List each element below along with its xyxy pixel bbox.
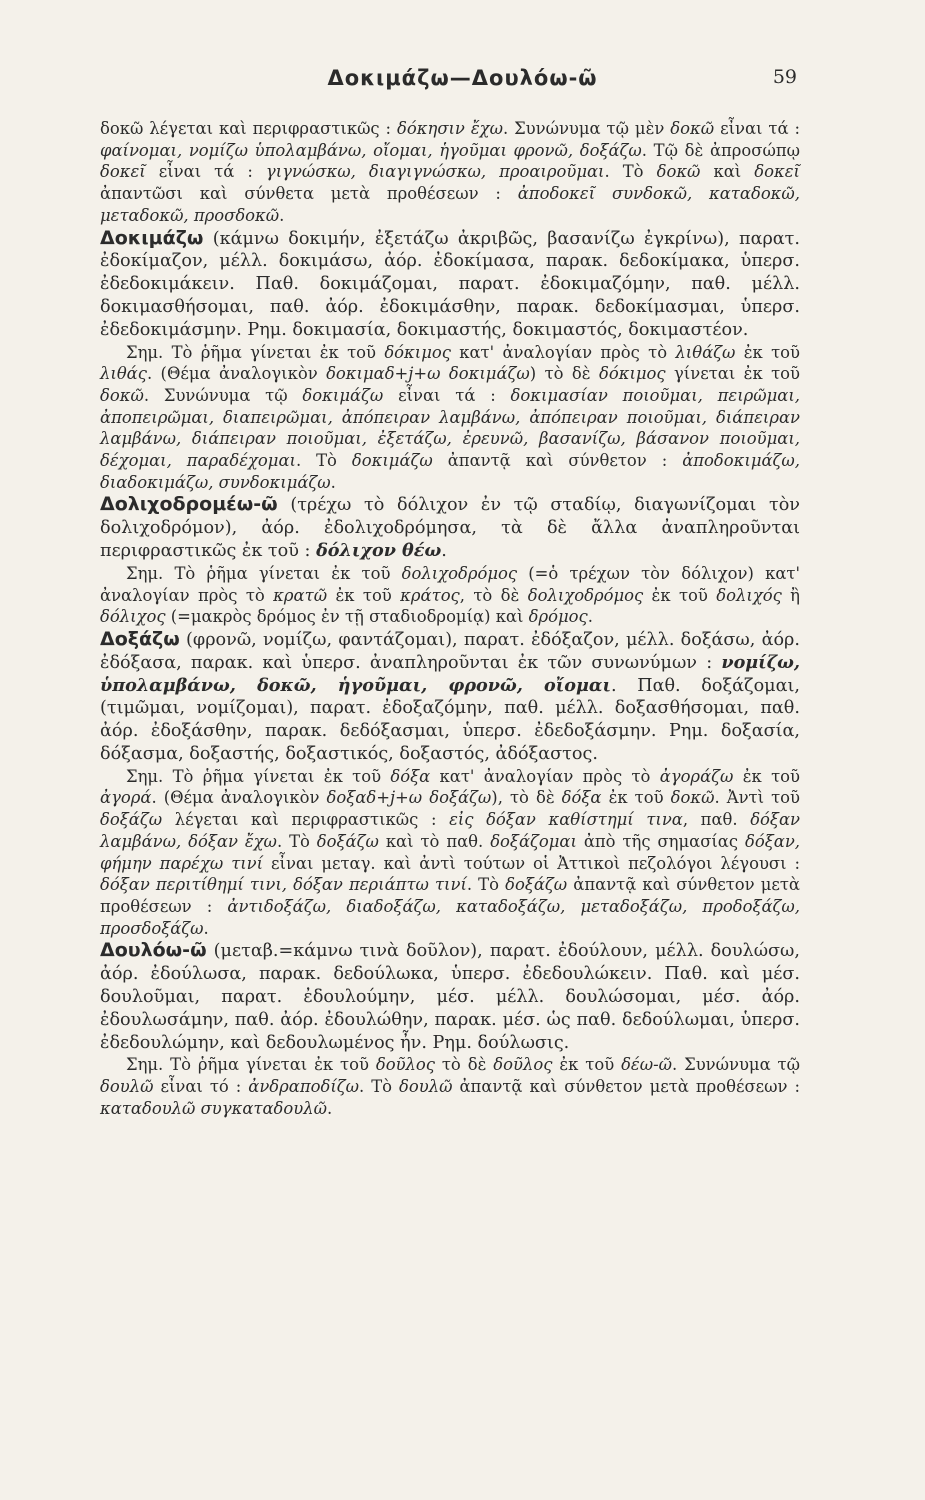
note-douloo: Σημ. Τὸ ῥῆμα γίνεται ἐκ τοῦ δοῦλος τὸ δὲ δοῦλος ἐκ τοῦ δέω-ῶ. Συνώνυμα τῷ δουλῶ εἶναι τό : ἀνδραποδίζω. Τὸ δουλῶ ἀπαντᾷ καὶ σύνθετον μετὰ προθέσεων : καταδουλῶ συγκαταδουλῶ. [100,1055,800,1118]
lemma-doxazo: Δοξάζω [100,627,180,650]
entry-dokimazo [100,227,800,342]
page-number: 59 [772,66,797,88]
entry-body: (κάμνω δοκιμήν, ἐξετάζω ἀκριβῶς, βασανίζω ἐγκρίνω), παρατ. ἐδοκίμαζον, μέλλ. δοκιμάσω, ἀόρ. ἐδοκίμασα, παρακ. δεδοκίμακα, ὑπερσ. ἐδεδοκιμάκειν. Παθ. δοκιμάζομαι, παρατ. ἐδοκιμαζόμην, παθ. μέλλ. δοκιμασθήσομαι, παθ. ἀόρ. ἐδοκιμάσθην, παρακ. δεδοκίμασμαι, ὑπερσ. ἐδεδοκιμάσμην. Ρημ. δοκιμασία, δοκιμαστής, δοκιμαστός, δοκιμαστέον. [100,228,800,340]
entry-body: (τρέχω τὸ δόλιχον ἐν τῷ σταδίῳ, διαγωνίζομαι τὸν δολιχοδρόμον), ἀόρ. ἐδολιχοδρόμησα, τὰ δὲ ἄλλα ἀναπληροῦνται περιφραστικῶς ἐκ τοῦ : [100,495,800,562]
note-dolichodromeo: Σημ. Τὸ ῥῆμα γίνεται ἐκ τοῦ δολιχοδρόμος (=ὁ τρέχων τὸν δόλιχον) κατ' ἀναλογίαν πρὸς τὸ κρατῶ ἐκ τοῦ κράτος, τὸ δὲ δολιχοδρόμος ἐκ τοῦ δολιχός ἢ δόλιχος (=μακρὸς δρόμος ἐν τῇ σταδιοδρομίᾳ) καὶ δρόμος. [100,563,801,627]
running-head [0,66,925,96]
text-column [100,118,800,1119]
note-doxazo: Σημ. Τὸ ῥῆμα γίνεται ἐκ τοῦ δόξα κατ' ἀναλογίαν πρὸς τὸ ἀγοράζω ἐκ τοῦ ἀγορά. (Θέμα ἀναλογικὸν δοξαδ+j+ω δοξάζω), τὸ δὲ δόξα ἐκ τοῦ δοκῶ. Ἀντὶ τοῦ δοξάζω λέγεται καὶ περιφραστικῶς : εἰς δόξαν καθίστημί τινα, παθ. δόξαν λαμβάνω, δόξαν ἔχω. Τὸ δοξάζω καὶ τὸ παθ. δοξάζομαι ἀπὸ τῆς σημασίας δόξαν, φήμην παρέχω τινί εἶναι μεταγ. καὶ ἀντὶ τούτων οἱ Ἀττικοὶ πεζολόγοι λέγουσι : δόξαν περιτίθημί τινι, δόξαν περιάπτω τινί. Τὸ δοξάζω ἀπαντᾷ καὶ σύνθετον μετὰ προθέσεων : ἀντιδοξάζω, διαδοξάζω, καταδοξάζω, μεταδοξάζω, προδοξάζω, προσδοξάζω. [100,766,801,938]
intro-paragraph: δοκῶ λέγεται καὶ περιφραστικῶς : δόκησιν ἔχω. Συνώνυμα τῷ μὲν δοκῶ εἶναι τά : φαίνομαι, νομίζω ὑπολαμβάνω, οἴομαι, ἡγοῦμαι φρονῶ, δοξάζω. Τῷ δὲ ἀπροσώπῳ δοκεῖ εἶναι τά : γιγνώσκω, διαγιγνώσκω, προαιροῦμαι. Τὸ δοκῶ καὶ δοκεῖ ἀπαντῶσι καὶ σύνθετα μετὰ προθέσεων : ἀποδοκεῖ συνδοκῶ, καταδοκῶ, μεταδοκῶ, προσδοκῶ. [100,119,801,225]
lemma-douloo: Δουλόω-ῶ [100,939,207,962]
entry-douloo [100,939,800,1054]
entry-body: (μεταβ.=κάμνω τινὰ δοῦλον), παρατ. ἐδούλουν, μέλλ. δουλώσω, ἀόρ. ἐδούλωσα, παρακ. δεδούλωκα, ὑπερσ. ἐδεδουλώκειν. Παθ. καὶ μέσ. δουλοῦμαι, παρατ. ἐδουλούμην, μέσ. μέλλ. δουλώσομαι, μέσ. ἀόρ. ἐδουλωσάμην, παθ. ἀόρ. ἐδουλώθην, παρακ. μέσ. ὡς παθ. δεδούλωμαι, ὑπερσ. ἐδεδουλώμην, καὶ δεδουλωμένος ἦν. Ρημ. δούλωσις. [100,941,800,1053]
note-dokimazo: Σημ. Τὸ ῥῆμα γίνεται ἐκ τοῦ δόκιμος κατ' ἀναλογίαν πρὸς τὸ λιθάζω ἐκ τοῦ λιθάς. (Θέμα ἀναλογικὸν δοκιμαδ+j+ω δοκιμάζω) τὸ δὲ δόκιμος γίνεται ἐκ τοῦ δοκῶ. Συνώνυμα τῷ δοκιμάζω εἶναι τά : δοκιμασίαν ποιοῦμαι, πειρῶμαι, ἀποπειρῶμαι, διαπειρῶμαι, ἀπόπειραν λαμβάνω, ἀπόπειραν ποιοῦμαι, διάπειραν λαμβάνω, διάπειραν ποιοῦμαι, ἐξετάζω, ἐρευνῶ, βασανίζω, βάσανον ποιοῦμαι, δέχομαι, παραδέχομαι. Τὸ δοκιμάζω ἀπαντᾷ καὶ σύνθετον : ἀποδοκιμάζω, διαδοκιμάζω, συνδοκιμάζω. [100,342,801,492]
entry-dolichodromeo: Δολιχοδρομέω-ῶ (τρέχω τὸ δόλιχον ἐν τῷ σταδίῳ, διαγωνίζομαι τὸν δολιχοδρόμον), ἀόρ. ἐδολιχοδρόμησα, τὰ δὲ ἄλλα ἀναπληροῦνται περιφραστικῶς ἐκ τοῦ : δόλιχον θέω. [100,493,800,562]
running-title: Δοκιμάζω—Δουλόω-ῶ [327,66,598,90]
entry-body: (φρονῶ, νομίζω, φαντάζομαι), παρατ. ἐδόξαζον, μέλλ. δοξάσω, ἀόρ. ἐδόξασα, παρακ. καὶ ὑπερσ. ἀναπληροῦνται ἐκ τῶν συνωνύμων : [100,629,800,673]
lemma-dolichodromeo: Δολιχοδρομέω-ῶ [100,493,278,516]
lemma-dokimazo: Δοκιμάζω [100,226,204,249]
entry-doxazo: Δοξάζω (φρονῶ, νομίζω, φαντάζομαι), παρατ. ἐδόξαζον, μέλλ. δοξάσω, ἀόρ. ἐδόξασα, παρακ. καὶ ὑπερσ. ἀναπληροῦνται ἐκ τῶν συνωνύμων : νομίζω, ὑπολαμβάνω, δοκῶ, ἡγοῦμαι, φρονῶ, οἴομαι. Παθ. δοξάζομαι, (τιμῶμαι, νομίζομαι), παρατ. ἐδοξαζόμην, παθ. μέλλ. δοξασθήσομαι, παθ. ἀόρ. ἐδοξάσθην, παρακ. δεδόξασμαι, ὑπερσ. ἐδεδοξάσμην. Ρημ. δοξασία, δόξασμα, δοξαστής, δοξαστικός, δοξαστός, ἀδόξαστος. [100,627,800,764]
